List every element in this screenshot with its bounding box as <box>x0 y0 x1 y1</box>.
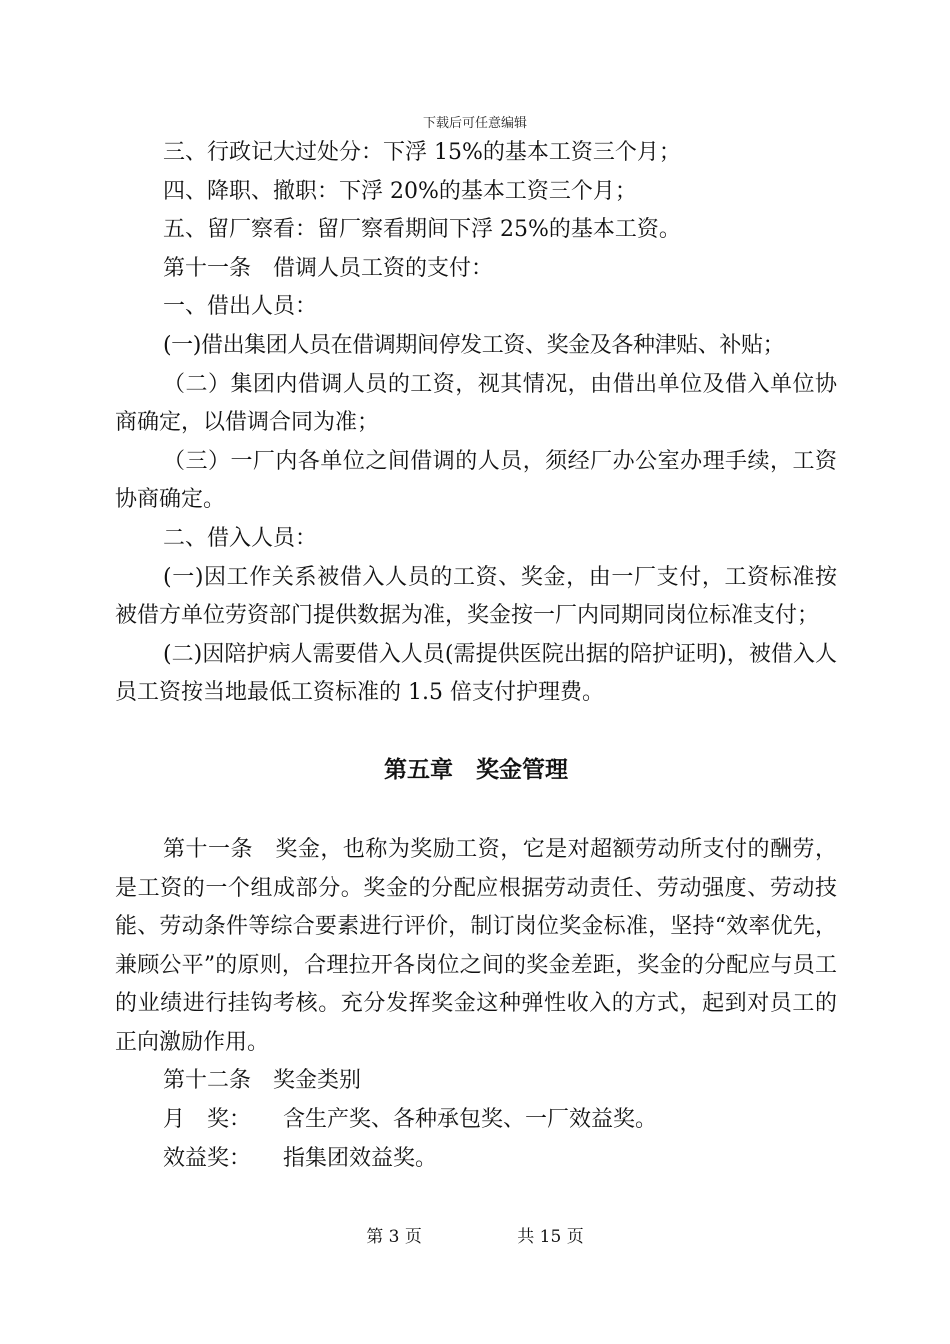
paragraph: 二、借入人员： <box>163 525 318 551</box>
header-note: 下载后可任意编辑 <box>422 116 527 131</box>
chapter-title: 第五章 奖金管理 <box>384 756 568 783</box>
article-heading: 第十一条 借调人员工资的支付： <box>163 255 494 281</box>
paragraph: 三、行政记大过处分：下浮 15%的基本工资三个月； <box>163 140 681 165</box>
page-total: 共 15 页 <box>517 1227 584 1247</box>
bonus-item-label: 效益奖： <box>163 1145 252 1171</box>
bonus-item-text: 指集团效益奖。 <box>283 1145 438 1171</box>
page-number: 第 3 页 <box>366 1227 422 1247</box>
paragraph: （三）一厂内各单位之间借调的人员，须经厂办公室办理手续，工资协商确定。 <box>115 448 837 513</box>
paragraph: (二)因陪护病人需要借入人员(需提供医院出据的陪护证明)，被借入人员工资按当地最低工资标准的 1.5 倍支付护理费。 <box>115 641 837 706</box>
page-footer <box>0 1222 950 1247</box>
paragraph: （二）集团内借调人员的工资，视其情况，由借出单位及借入单位协商确定，以借调合同为准； <box>115 371 837 436</box>
article-heading: 第十二条 奖金类别 <box>163 1068 362 1094</box>
bonus-item-label: 月 奖： <box>163 1107 252 1133</box>
paragraph: 四、降职、撤职：下浮 20%的基本工资三个月； <box>163 178 637 204</box>
paragraph: (一)借出集团人员在借调期间停发工资、奖金及各种津贴、补贴； <box>163 332 785 358</box>
paragraph: 五、留厂察看：留厂察看期间下浮 25%的基本工资。 <box>163 217 681 243</box>
bonus-item <box>115 1101 837 1140</box>
paragraph: 一、借出人员： <box>163 294 318 320</box>
paragraph: (一)因工作关系被借入人员的工资、奖金，由一厂支付，工资标准按被借方单位劳资部门提供数据为准，奖金按一厂内同期同岗位标准支付； <box>115 564 837 629</box>
document-body <box>115 134 837 1178</box>
bonus-item-text: 含生产奖、各种承包奖、一厂效益奖。 <box>283 1107 658 1133</box>
paragraph: 第十一条 奖金，也称为奖励工资，它是对超额劳动所支付的酬劳，是工资的一个组成部分。奖金的分配应根据劳动责任、劳动强度、劳动技能、劳动条件等综合要素进行评价，制订岗位奖金标准，坚持“效率优先，兼顾公平”的原则，合理拉开各岗位之间的奖金差距，奖金的分配应与员工的业绩进行挂钩考核。充分发挥奖金这种弹性收入的方式，起到对员工的正向激励作用。 <box>115 836 837 1055</box>
bonus-item <box>115 1140 837 1179</box>
